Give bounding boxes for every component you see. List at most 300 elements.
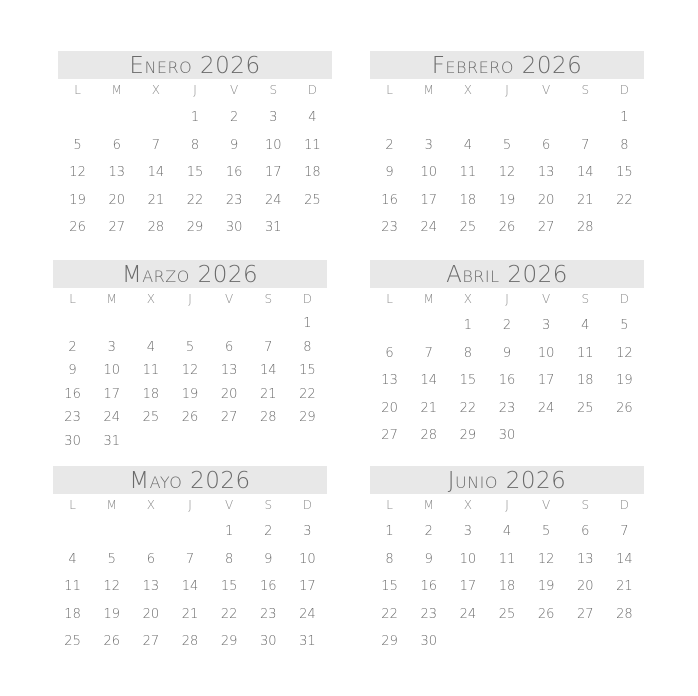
day-cell: 2	[229, 110, 239, 125]
day-cell: 11	[304, 137, 321, 153]
day-cell: 1	[385, 524, 394, 539]
day-cell: 6	[112, 137, 121, 153]
day-cell: 8	[224, 551, 234, 567]
week-row	[53, 359, 327, 383]
day-cell: 31	[299, 634, 316, 649]
day-cell: 12	[181, 363, 199, 378]
day-cell: 25	[498, 606, 516, 622]
day-cell: 17	[459, 579, 477, 594]
week-row	[370, 367, 644, 395]
empty-day-cell	[249, 430, 288, 454]
empty-day-cell	[53, 518, 92, 546]
day-cell: 25	[459, 220, 477, 235]
month-title: Mayo 2026	[53, 466, 327, 494]
empty-day-cell	[249, 312, 288, 336]
weekday-label: V	[230, 83, 239, 97]
day-cell: 19	[69, 192, 86, 208]
week-row	[53, 383, 327, 407]
day-cell: 19	[616, 373, 633, 388]
day-cell: 26	[616, 400, 633, 416]
empty-day-cell	[370, 104, 409, 132]
day-cell: 6	[541, 137, 551, 153]
day-cell: 5	[185, 339, 195, 355]
weekday-label: M	[423, 83, 434, 97]
empty-day-cell	[409, 312, 448, 340]
day-cell: 5	[620, 318, 629, 333]
day-cell: 6	[385, 345, 394, 361]
day-cell: 24	[103, 410, 120, 425]
day-cell: 17	[537, 373, 555, 388]
day-cell: 23	[225, 192, 243, 208]
day-cell: 2	[502, 318, 512, 333]
empty-day-cell	[527, 628, 566, 656]
week-row	[370, 214, 644, 242]
empty-day-cell	[288, 430, 327, 454]
weekday-header	[58, 79, 332, 101]
empty-day-cell	[97, 104, 136, 132]
empty-day-cell	[605, 214, 644, 242]
weekday-label: X	[463, 498, 472, 512]
day-cell: 29	[459, 428, 477, 443]
day-cell: 11	[498, 551, 516, 567]
day-cell: 6	[581, 524, 590, 539]
day-cell: 1	[620, 110, 629, 125]
day-cell: 10	[265, 137, 282, 153]
day-cell: 20	[108, 192, 125, 208]
day-cell: 7	[264, 339, 273, 355]
empty-day-cell	[527, 104, 566, 132]
weekday-label: V	[225, 498, 234, 512]
day-cell: 16	[420, 579, 437, 594]
day-cell: 13	[537, 165, 555, 180]
empty-day-cell	[409, 104, 448, 132]
day-cell: 1	[190, 110, 200, 125]
day-cell: 9	[264, 551, 273, 567]
day-cell: 8	[620, 137, 629, 153]
day-cell: 13	[220, 363, 238, 378]
day-cell: 14	[260, 363, 277, 378]
day-cell: 15	[299, 363, 316, 378]
day-cell: 7	[424, 345, 433, 361]
weekday-label: D	[302, 292, 313, 306]
empty-day-cell	[170, 430, 209, 454]
empty-day-cell	[131, 312, 170, 336]
weekday-label: J	[188, 498, 192, 512]
day-cell: 27	[220, 410, 238, 425]
day-cell: 9	[229, 137, 239, 153]
weekday-label: V	[542, 292, 551, 306]
week-row	[58, 214, 332, 242]
day-cell: 18	[304, 165, 321, 180]
day-cell: 21	[577, 192, 594, 208]
weekday-label: M	[423, 292, 434, 306]
day-cell: 4	[146, 339, 155, 355]
week-row	[370, 573, 644, 601]
day-cell: 26	[498, 220, 516, 235]
day-cell: 15	[381, 579, 398, 594]
week-row	[370, 132, 644, 160]
weekday-label: J	[188, 292, 192, 306]
weekday-label: S	[581, 498, 590, 512]
weekday-label: D	[619, 83, 630, 97]
week-row	[370, 395, 644, 423]
day-cell: 17	[265, 165, 282, 180]
day-cell: 4	[68, 551, 77, 567]
weekday-label: J	[505, 498, 509, 512]
day-cell: 28	[577, 220, 594, 235]
day-cell: 3	[541, 318, 551, 333]
weekday-label: X	[463, 83, 472, 97]
day-cell: 7	[620, 524, 629, 539]
day-cell: 16	[64, 386, 81, 402]
day-cell: 7	[151, 137, 160, 153]
day-cell: 20	[537, 192, 555, 208]
weekday-header	[370, 494, 644, 516]
day-cell: 7	[581, 137, 590, 153]
day-cell: 16	[260, 579, 277, 594]
week-row	[370, 518, 644, 546]
day-cell: 12	[498, 165, 516, 180]
week-row	[53, 406, 327, 430]
month-block	[370, 51, 644, 242]
empty-day-cell	[136, 104, 175, 132]
day-cell: 24	[265, 192, 282, 208]
day-cell: 6	[224, 339, 234, 355]
weekday-label: X	[463, 292, 472, 306]
day-cell: 20	[381, 400, 398, 416]
day-cell: 4	[581, 318, 590, 333]
weekday-label: D	[307, 83, 318, 97]
day-cell: 14	[147, 165, 165, 180]
day-cell: 10	[420, 165, 437, 180]
day-cell: 28	[420, 428, 437, 443]
day-cell: 26	[537, 606, 555, 622]
week-row	[58, 159, 332, 187]
day-cell: 1	[303, 316, 312, 331]
day-cell: 2	[385, 137, 394, 153]
week-row	[53, 601, 327, 629]
weekday-label: S	[581, 83, 590, 97]
weekday-header	[370, 79, 644, 101]
day-cell: 13	[108, 165, 125, 180]
day-cell: 14	[420, 373, 437, 388]
day-cell: 25	[304, 192, 321, 208]
weekday-header	[53, 494, 327, 516]
day-cell: 28	[616, 606, 633, 622]
weekday-label: L	[69, 498, 76, 512]
day-cell: 19	[498, 192, 516, 208]
day-cell: 13	[381, 373, 398, 388]
day-cell: 10	[299, 551, 316, 567]
empty-day-cell	[131, 518, 170, 546]
day-cell: 2	[264, 524, 273, 539]
day-cell: 29	[220, 634, 238, 649]
day-cell: 18	[142, 386, 160, 402]
day-cell: 21	[181, 606, 199, 622]
week-row	[370, 546, 644, 574]
day-cell: 10	[459, 551, 477, 567]
weekday-label: X	[146, 498, 155, 512]
day-cell: 17	[103, 386, 120, 402]
week-row	[53, 336, 327, 360]
week-row	[58, 104, 332, 132]
day-cell: 3	[303, 524, 312, 539]
day-cell: 22	[220, 606, 238, 622]
empty-day-cell	[487, 628, 526, 656]
week-row	[370, 312, 644, 340]
month-block	[53, 260, 327, 453]
week-row	[58, 187, 332, 215]
day-cell: 26	[69, 220, 86, 235]
day-cell: 8	[303, 339, 312, 355]
day-cell: 4	[308, 110, 317, 125]
empty-day-cell	[605, 422, 644, 450]
day-cell: 30	[498, 428, 516, 443]
day-cell: 3	[269, 110, 278, 125]
day-cell: 17	[420, 192, 437, 208]
day-cell: 25	[577, 400, 594, 416]
day-cell: 11	[577, 345, 594, 361]
weekday-label: V	[542, 498, 551, 512]
empty-day-cell	[566, 628, 605, 656]
empty-day-cell	[448, 628, 487, 656]
day-cell: 10	[103, 363, 120, 378]
weekday-label: D	[302, 498, 313, 512]
day-cell: 28	[181, 634, 199, 649]
empty-day-cell	[170, 518, 209, 546]
day-cell: 14	[577, 165, 594, 180]
weekday-label: S	[264, 292, 273, 306]
weekday-label: L	[74, 83, 81, 97]
day-cell: 21	[616, 579, 633, 594]
day-cell: 9	[385, 165, 394, 180]
day-cell: 27	[537, 220, 555, 235]
weekday-label: J	[505, 292, 509, 306]
day-cell: 5	[73, 137, 82, 153]
day-cell: 25	[142, 410, 160, 425]
day-cell: 29	[299, 410, 316, 425]
month-title: Abril 2026	[370, 260, 644, 288]
day-cell: 22	[299, 386, 316, 402]
day-cell: 31	[265, 220, 282, 235]
day-cell: 15	[459, 373, 477, 388]
day-cell: 12	[69, 165, 86, 180]
weekday-label: M	[423, 498, 434, 512]
day-cell: 23	[64, 410, 81, 425]
day-cell: 16	[225, 165, 243, 180]
day-cell: 15	[616, 165, 633, 180]
day-cell: 3	[424, 137, 433, 153]
weekday-label: L	[386, 292, 393, 306]
empty-day-cell	[170, 312, 209, 336]
day-cell: 27	[142, 634, 160, 649]
empty-day-cell	[566, 422, 605, 450]
empty-day-cell	[370, 312, 409, 340]
month-block	[58, 51, 332, 242]
day-cell: 28	[260, 410, 277, 425]
day-cell: 8	[385, 551, 394, 567]
week-row	[58, 132, 332, 160]
week-row	[370, 104, 644, 132]
weekday-label: S	[581, 292, 590, 306]
day-cell: 1	[224, 524, 234, 539]
empty-day-cell	[566, 104, 605, 132]
week-row	[53, 628, 327, 656]
empty-day-cell	[131, 430, 170, 454]
empty-day-cell	[92, 518, 131, 546]
empty-day-cell	[92, 312, 131, 336]
weekday-label: L	[69, 292, 76, 306]
day-cell: 22	[616, 192, 633, 208]
weekday-label: X	[146, 292, 155, 306]
day-cell: 21	[147, 192, 165, 208]
day-cell: 23	[420, 606, 437, 622]
empty-day-cell	[487, 104, 526, 132]
day-cell: 20	[142, 606, 160, 622]
day-cell: 16	[498, 373, 516, 388]
day-cell: 4	[463, 137, 472, 153]
weekday-label: L	[386, 83, 393, 97]
week-row	[53, 430, 327, 454]
weekday-label: L	[386, 498, 393, 512]
day-cell: 26	[181, 410, 199, 425]
month-title: Junio 2026	[370, 466, 644, 494]
day-cell: 21	[420, 400, 437, 416]
empty-day-cell	[210, 430, 249, 454]
month-title: Febrero 2026	[370, 51, 644, 79]
day-cell: 11	[459, 165, 477, 180]
day-cell: 18	[64, 606, 81, 622]
day-cell: 5	[107, 551, 116, 567]
days-grid	[53, 312, 327, 453]
day-cell: 30	[225, 220, 243, 235]
weekday-header	[53, 288, 327, 310]
day-cell: 19	[537, 579, 555, 594]
weekday-label: D	[619, 292, 630, 306]
weekday-label: X	[151, 83, 160, 97]
empty-day-cell	[210, 312, 249, 336]
day-cell: 11	[142, 363, 160, 378]
weekday-label: S	[264, 498, 273, 512]
empty-day-cell	[58, 104, 97, 132]
day-cell: 29	[381, 634, 398, 649]
day-cell: 5	[502, 137, 512, 153]
day-cell: 20	[577, 579, 594, 594]
day-cell: 17	[299, 579, 316, 594]
days-grid	[58, 104, 332, 242]
day-cell: 27	[381, 428, 398, 443]
day-cell: 27	[108, 220, 125, 235]
week-row	[53, 312, 327, 336]
day-cell: 13	[577, 551, 594, 567]
week-row	[370, 340, 644, 368]
weekday-label: D	[619, 498, 630, 512]
weekday-header	[370, 288, 644, 310]
day-cell: 12	[616, 345, 633, 361]
day-cell: 14	[616, 551, 633, 567]
day-cell: 5	[541, 524, 551, 539]
day-cell: 22	[381, 606, 398, 622]
day-cell: 26	[103, 634, 120, 649]
day-cell: 9	[502, 345, 512, 361]
weekday-label: M	[106, 498, 117, 512]
day-cell: 24	[299, 606, 316, 622]
days-grid	[370, 104, 644, 242]
day-cell: 18	[498, 579, 516, 594]
week-row	[370, 187, 644, 215]
week-row	[53, 518, 327, 546]
day-cell: 12	[103, 579, 120, 594]
month-title: Enero 2026	[58, 51, 332, 79]
day-cell: 4	[502, 524, 512, 539]
day-cell: 3	[107, 339, 116, 355]
month-title: Marzo 2026	[53, 260, 327, 288]
empty-day-cell	[293, 214, 332, 242]
day-cell: 18	[577, 373, 594, 388]
day-cell: 28	[147, 220, 165, 235]
day-cell: 18	[459, 192, 477, 208]
day-cell: 23	[498, 400, 516, 416]
day-cell: 8	[190, 137, 200, 153]
weekday-label: V	[225, 292, 234, 306]
weekday-label: M	[111, 83, 122, 97]
day-cell: 2	[68, 339, 77, 355]
day-cell: 30	[64, 433, 81, 449]
month-block	[53, 466, 327, 656]
day-cell: 29	[186, 220, 204, 235]
day-cell: 16	[381, 192, 398, 208]
day-cell: 20	[220, 386, 238, 402]
day-cell: 14	[181, 579, 199, 594]
weekday-label: J	[505, 83, 509, 97]
week-row	[370, 422, 644, 450]
day-cell: 27	[577, 606, 594, 622]
day-cell: 15	[220, 579, 238, 594]
day-cell: 6	[146, 551, 155, 567]
weekday-label: M	[106, 292, 117, 306]
month-block	[370, 260, 644, 450]
days-grid	[370, 518, 644, 656]
day-cell: 30	[260, 634, 277, 649]
day-cell: 11	[64, 579, 81, 594]
week-row	[370, 601, 644, 629]
day-cell: 22	[459, 400, 477, 416]
day-cell: 23	[260, 606, 277, 622]
day-cell: 7	[185, 551, 195, 567]
week-row	[370, 628, 644, 656]
month-block	[370, 466, 644, 656]
day-cell: 8	[463, 345, 472, 361]
day-cell: 30	[420, 634, 437, 649]
day-cell: 10	[537, 345, 555, 361]
day-cell: 9	[68, 363, 77, 378]
day-cell: 3	[463, 524, 472, 539]
empty-day-cell	[53, 312, 92, 336]
day-cell: 31	[103, 433, 120, 449]
days-grid	[53, 518, 327, 656]
day-cell: 15	[186, 165, 204, 180]
day-cell: 12	[537, 551, 555, 567]
day-cell: 13	[142, 579, 160, 594]
day-cell: 1	[463, 318, 472, 333]
day-cell: 19	[181, 386, 199, 402]
week-row	[370, 159, 644, 187]
empty-day-cell	[605, 628, 644, 656]
day-cell: 24	[537, 400, 555, 416]
day-cell: 19	[103, 606, 120, 622]
day-cell: 25	[64, 634, 81, 649]
day-cell: 23	[381, 220, 398, 235]
